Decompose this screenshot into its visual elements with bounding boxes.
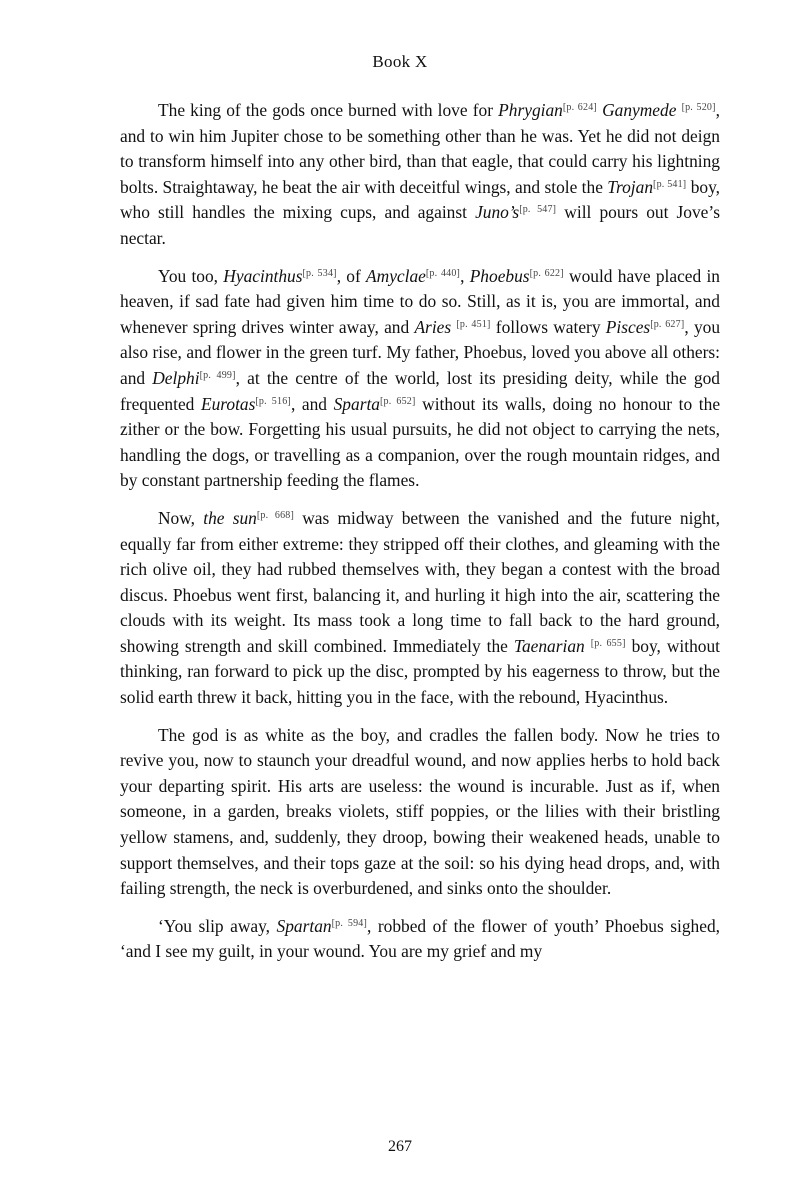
paragraph <box>120 914 720 965</box>
italic-term: Spartan <box>276 915 332 936</box>
text-run: boy, without thinking, ran forward to pick up the disc, prompted by his eagerness to throw, but the solid earth threw it back, hitting you in the face, with the rebound, Hyacinthus. <box>120 635 720 708</box>
italic-term: Phrygian <box>498 100 563 120</box>
paragraph <box>120 264 720 494</box>
text-run: , of <box>336 265 367 286</box>
text-run: Now, <box>158 507 204 528</box>
running-header: Book X <box>372 52 428 71</box>
page-reference[interactable]: [p. 534] <box>302 267 337 279</box>
page-reference[interactable]: [p. 655] <box>590 637 626 649</box>
page-reference[interactable]: [p. 499] <box>199 369 236 381</box>
italic-term: Phoebus <box>469 265 530 286</box>
italic-term: Eurotas <box>200 393 256 414</box>
text-run: would have placed in heaven, if sad fate had given him time to do so. Still, as it is, you are immortal, and whenever spring drives winter away, and <box>120 265 720 337</box>
paragraph <box>120 723 720 902</box>
page-reference[interactable]: [p. 451] <box>456 318 491 330</box>
page-reference[interactable]: [p. 624] <box>562 102 597 113</box>
page-reference[interactable]: [p. 516] <box>255 395 291 407</box>
text-run: ‘You slip away, <box>158 915 277 936</box>
italic-term: Trojan <box>607 176 654 197</box>
text-run: , and to win him Jupiter chose to be something other than he was. Yet he did not deign to transform himself into any other bird, than that eagle, that could carry his lightning bolts. Straightaway, he beat the air with deceitful wings, and stole the <box>120 100 720 197</box>
text-run: The god is as white as the boy, and cradles the fallen body. Now he tries to revive you, now to staunch your dreadful wound, and now applies herbs to hold back your departing spirit. His arts are useless: the wound is incurable. Just as if, when someone, in a garden, breaks violets, stiff poppies, or the lilies with their bristling yellow stamens, and, suddenly, they droop, bowing their weakened heads, unable to support themselves, and their tops gaze at the soil: so his dying head drops, and, with failing strength, the neck is overburdened, and sinks onto the shoulder. <box>120 724 720 899</box>
text-run: , robbed of the flower of youth’ Phoebus sighed, ‘and I see my guilt, in your wound. You are my grief and my <box>120 915 720 962</box>
page-reference[interactable]: [p. 541] <box>653 178 687 190</box>
text-run: You too, <box>158 265 224 286</box>
italic-term: Taenarian <box>513 635 585 656</box>
text-run: follows watery <box>490 316 606 337</box>
italic-term: Juno’s <box>475 202 520 223</box>
paragraph <box>120 506 720 711</box>
page-reference[interactable]: [p. 520] <box>681 102 716 113</box>
italic-term: the sun <box>203 507 257 528</box>
italic-term: Hyacinthus <box>223 265 303 286</box>
italic-term: Delphi <box>152 367 200 388</box>
page-reference[interactable]: [p. 440] <box>425 267 461 279</box>
page-reference[interactable]: [p. 547] <box>519 204 557 216</box>
text-run: , and <box>290 393 334 414</box>
italic-term: Aries <box>414 316 452 337</box>
page-reference[interactable]: [p. 668] <box>256 509 295 521</box>
text-run: without its walls, doing no honour to the zither or the bow. Forgetting his usual pursuits, he did not object to carrying the nets, handling the dogs, or travelling as a companion, over the rough mountain ridges, and by constant partnership feeding the flames. <box>120 393 721 491</box>
paragraph <box>120 98 720 252</box>
text-run: was midway between the vanished and the future night, equally far from either extreme: they stripped off their clothes, and gleaming with the rich olive oil, they had rubbed themselves with, they began a contest with the broad discus. Phoebus went first, balancing it, and hurling it high into the air, scattering the clouds with its weight. Its mass took a long time to fall back to the hard ground, showing strength and skill combined. Immediately the <box>120 507 720 656</box>
page-reference[interactable]: [p. 622] <box>529 267 564 279</box>
page-reference[interactable]: [p. 594] <box>331 917 367 929</box>
body-text <box>120 98 720 977</box>
italic-term: Amyclae <box>366 265 426 286</box>
text-run: The king of the gods once burned with love for <box>158 100 499 120</box>
italic-term: Pisces <box>605 316 651 337</box>
text-run: will pours out Jove’s nectar. <box>120 202 720 248</box>
page-number: 267 <box>388 1138 412 1155</box>
page-reference[interactable]: [p. 627] <box>650 318 685 330</box>
text-run: boy, who still handles the mixing cups, and against <box>120 176 720 223</box>
text-run: , <box>460 265 470 286</box>
text-run: , you also rise, and flower in the green turf. My father, Phoebus, loved you above all others: and <box>120 316 721 388</box>
page-reference[interactable]: [p. 652] <box>380 395 416 407</box>
italic-term: Sparta <box>333 393 380 414</box>
italic-term: Ganymede <box>602 100 677 120</box>
text-run: , at the centre of the world, lost its presiding deity, while the god frequented <box>120 367 720 414</box>
